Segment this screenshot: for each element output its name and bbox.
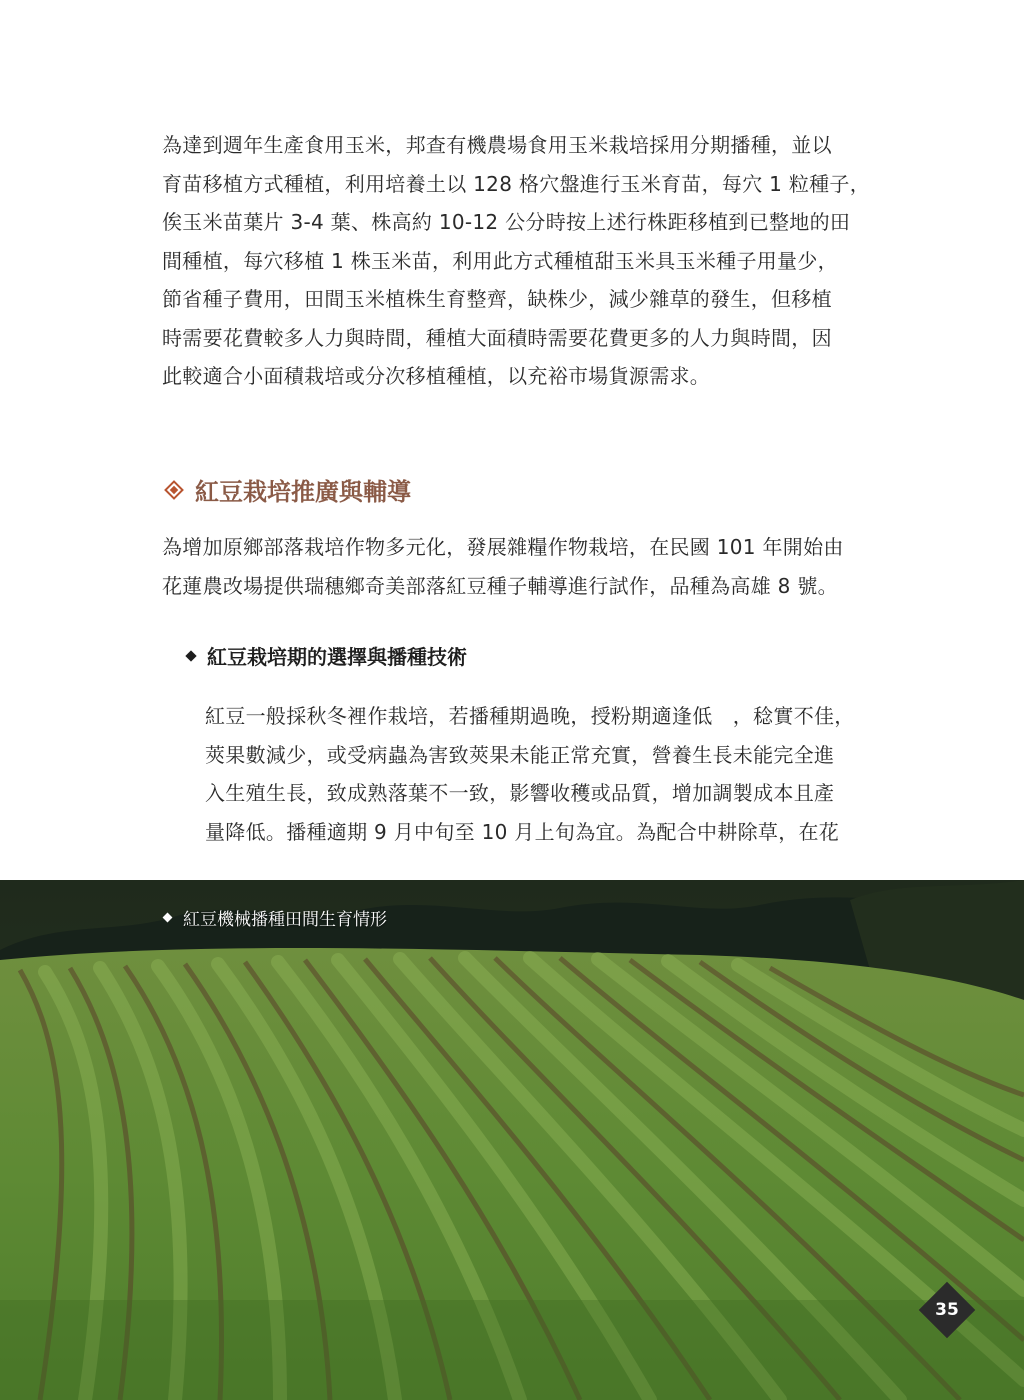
text-line: 時需要花費較多人力與時間，種植大面積時需要花費更多的人力與時間，因 bbox=[162, 325, 832, 350]
bullet-diamond-icon bbox=[163, 913, 173, 923]
text-line: 此較適合小面積栽培或分次移植種植，以充裕市場貨源需求。 bbox=[162, 364, 711, 388]
text-line: 節省種子費用，田間玉米植株生育整齊，缺株少，減少雜草的發生，但移植 bbox=[162, 287, 832, 311]
section-title: 紅豆栽培推廣與輔導 bbox=[195, 478, 411, 506]
text-line: 為達到週年生產食用玉米，邦查有機農場食用玉米栽培採用分期播種，並以 bbox=[162, 133, 832, 157]
text-line: 育苗移植方式種植，利用培養土以 128 格穴盤進行玉米育苗，每穴 1 粒種子， bbox=[162, 171, 871, 196]
photo-caption-text: 紅豆機械播種田間生育情形 bbox=[183, 910, 387, 930]
bullet-diamond-icon bbox=[185, 650, 196, 661]
subsection-paragraph bbox=[205, 697, 855, 851]
text-line: 入生殖生長，致成熟落葉不一致，影響收穫或品質，增加調製成本且產 bbox=[205, 781, 835, 805]
page-number-badge bbox=[918, 1281, 976, 1339]
photo-caption bbox=[160, 905, 387, 930]
section-heading bbox=[162, 472, 411, 507]
bean-field-illustration bbox=[0, 880, 1024, 1400]
text-line: 紅豆一般採秋冬裡作栽培，若播種期過晚，授粉期適逢低 ，稔實不佳， bbox=[205, 704, 855, 728]
field-photo bbox=[0, 880, 1024, 1400]
text-line: 莢果數減少，或受病蟲為害致莢果未能正常充實，營養生長未能完全進 bbox=[205, 742, 835, 767]
text-line: 量降低。播種適期 9 月中旬至 10 月上旬為宜。為配合中耕除草，在花 bbox=[205, 819, 840, 844]
text-line: 俟玉米苗葉片 3-4 葉、株高約 10-12 公分時按上述行株距移植到已整地的田 bbox=[162, 210, 851, 234]
text-line: 間種植，每穴移植 1 株玉米苗，利用此方式種植甜玉米具玉米種子用量少， bbox=[162, 248, 838, 273]
text-line: 為增加原鄉部落栽培作物多元化，發展雜糧作物栽培，在民國 101 年開始由 bbox=[162, 535, 844, 559]
intro-paragraph bbox=[162, 126, 870, 396]
diamond-icon bbox=[164, 480, 184, 500]
page-number: 35 bbox=[935, 1300, 959, 1320]
text-line: 花蓮農改場提供瑞穗鄉奇美部落紅豆種子輔導進行試作，品種為高雄 8 號。 bbox=[162, 573, 838, 598]
subsection-title: 紅豆栽培期的選擇與播種技術 bbox=[207, 645, 467, 669]
subsection-heading bbox=[183, 641, 467, 670]
section-paragraph bbox=[162, 528, 844, 605]
